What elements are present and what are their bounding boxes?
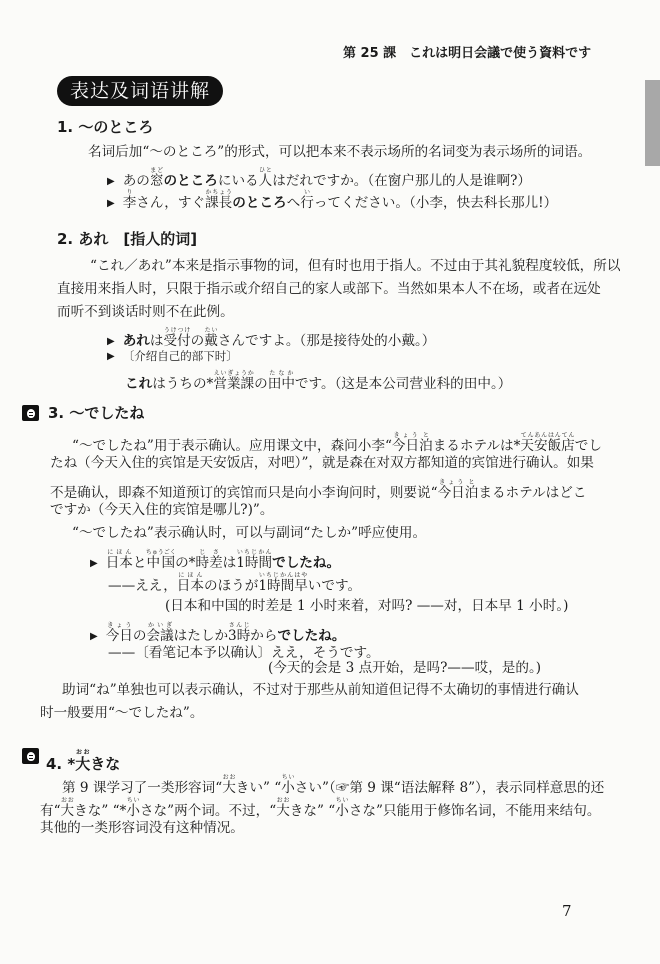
text-segment: 直接用来指人时，只限于指示或介绍自己的家人或部下。当然如果本人不在场，或者在远处 (57, 281, 601, 297)
ruby-word: 大おお (222, 774, 236, 796)
ruby-word: 会議かいぎ (146, 622, 174, 644)
furigana: にほん (105, 549, 133, 556)
ruby-word: 泊と (419, 432, 433, 454)
example-sentence (107, 327, 435, 350)
paragraph-line (72, 432, 602, 454)
heading-3 (48, 405, 144, 421)
text-segment: さな”只能用于修饰名词，不能用来结句。 (348, 803, 601, 819)
text-segment: たね（今天入住的宾馆是天安饭店，对吧）”，就是森在对双方都知道的宾馆进行确认。如果 (50, 455, 594, 471)
furigana: きょう (105, 622, 133, 629)
bold-keyword: のところ (163, 173, 218, 189)
ruby-word: 戴たい (204, 327, 218, 349)
ruby-word: 1時間いちじかん (236, 549, 273, 571)
heading-2 (57, 231, 197, 247)
text-segment: はうちの* (152, 376, 214, 392)
paragraph-line (62, 682, 579, 698)
teacher-face-icon (22, 748, 39, 764)
bold-keyword: でしたね。 (272, 555, 341, 571)
furigana: と (419, 432, 433, 439)
text-segment: まるホテルは* (432, 438, 521, 454)
ruby-word: 時差じさ (195, 549, 223, 571)
section-title-pill: 表达及词语讲解 (57, 76, 223, 106)
ruby-word: 営業課えいぎょうか (213, 370, 255, 392)
text-segment: 3. ～でしたね (48, 404, 145, 422)
paragraph-line (57, 281, 601, 297)
ruby-word: 李り (122, 189, 137, 211)
text-segment: ——〔看笔记本予以确认〕ええ，そうです。 (108, 645, 380, 661)
furigana: さんじ (228, 622, 251, 629)
running-header: 第 25 課 これは明日会議で使う資料です (343, 46, 592, 61)
furigana: にほん (176, 572, 204, 579)
text-segment: きい” “ (235, 780, 282, 796)
text-segment: さな”两个词。不过，“ (139, 803, 277, 819)
furigana: じさ (195, 549, 223, 556)
paragraph-line (50, 455, 594, 471)
ruby-word: 課長かちょう (205, 189, 233, 211)
text-segment: 不是确认，即森不知道预订的宾馆而只是向小李询问时，则要说“ (50, 485, 438, 501)
example-sentence (90, 549, 340, 572)
text-segment: 名词后加“～のところ”的形式，可以把本来不表示场所的名词变为表示场所的词语。 (88, 144, 592, 160)
ruby-word: 行い (300, 189, 314, 211)
text-segment: “～でしたね”表示确认时，可以与副词“たしか”呼应使用。 (72, 525, 427, 541)
text-segment: のほうが (203, 578, 259, 594)
text-segment: さん，すぐ (136, 195, 206, 211)
ruby-word: 日本にほん (176, 572, 204, 594)
text-segment: 其他的一类形容词没有这种情况。 (40, 820, 244, 836)
text-segment: きな (90, 755, 121, 773)
furigana: まど (149, 167, 164, 174)
text-segment: の* (175, 555, 196, 571)
example-sentence (107, 167, 531, 190)
text-segment: “～でしたね”用于表示确认。应用课文中，森问小李“ (72, 438, 392, 454)
heading-1 (57, 119, 153, 135)
ruby-word: 受付うけつけ (163, 327, 191, 349)
ruby-word: 今日きょう (391, 432, 420, 454)
text-segment: (今天的会是 3 点开始，是吗?——哎，是的。) (268, 660, 542, 676)
ruby-word: 1時間早いちじかんはや (258, 572, 308, 594)
text-segment: は (222, 555, 237, 571)
example-translation (165, 598, 568, 614)
ruby-word: 今日きょう (437, 479, 465, 501)
text-segment: 助词“ね”单独也可以表示确认，不过对于那些从前知道但记得不太确切的事情进行确认 (62, 682, 579, 698)
text-segment: “これ／あれ”本来是指示事物的词，但有时也用于指人。不过由于其礼貌程度较低，所以 (90, 258, 621, 274)
furigana: えいぎょうか (213, 370, 255, 377)
bullet-triangle-icon: ▶ (107, 176, 115, 187)
ruby-word: 田中たなか (267, 370, 295, 392)
text-segment: (日本和中国的时差是 1 小时来着，对吗? ——对，日本早 1 小时。) (165, 598, 569, 614)
ruby-word: 大おお (60, 797, 75, 819)
text-segment: 4. * (46, 755, 76, 773)
furigana: たなか (267, 370, 295, 377)
text-segment: はだれですか。（在窗户那儿的人是谁啊?） (272, 173, 532, 189)
bold-keyword: これ (125, 376, 153, 392)
text-segment: さい”（☞第 9 课“语法解释 8”），表示同样意思的还 (294, 780, 605, 796)
furigana: おお (222, 774, 236, 781)
bullet-triangle-icon: ▶ (90, 558, 98, 569)
paragraph-line (50, 502, 273, 518)
page-number: 7 (562, 902, 572, 920)
furigana: うけつけ (163, 327, 191, 334)
text-segment: きな” “ (289, 803, 336, 819)
text-segment: ですか（今天入住的宾馆是哪儿?)”。 (50, 502, 274, 518)
text-segment: の (132, 628, 147, 644)
ruby-word: 3時さんじ (228, 622, 251, 644)
ruby-word: 小ちい (335, 797, 349, 819)
text-segment: ってください。（小李，快去科长那儿!） (313, 195, 558, 211)
text-segment: の (254, 376, 268, 392)
furigana: ひと (258, 167, 273, 174)
text-segment: いです。 (307, 578, 362, 594)
ruby-word: 天安飯店てんあんはんてん (520, 432, 575, 454)
bullet-triangle-icon: ▶ (107, 336, 115, 347)
teacher-face-icon (22, 405, 39, 421)
text-segment: 时一般要用“～でしたね”。 (40, 705, 204, 721)
bold-keyword: あれ (122, 333, 150, 349)
text-segment: はたしか (173, 628, 229, 644)
text-segment: でし (574, 438, 602, 454)
bullet-triangle-icon: ▶ (107, 351, 115, 362)
bold-keyword: でしたね。 (277, 628, 346, 644)
furigana: と (464, 479, 479, 486)
paragraph-line (72, 525, 426, 541)
text-segment: ——ええ， (108, 578, 177, 594)
furigana: ちい (335, 797, 349, 804)
ruby-word: 日本にほん (105, 549, 133, 571)
text-segment: は (149, 333, 164, 349)
text-segment: まるホテルはどこ (478, 485, 587, 501)
paragraph-line (50, 479, 586, 501)
paragraph-line (40, 797, 600, 819)
example-reply (108, 572, 361, 594)
ruby-word: 小ちい (126, 797, 140, 819)
text-segment: あの (122, 173, 150, 189)
text-segment: へ (286, 195, 301, 211)
furigana: たい (204, 327, 218, 334)
furigana: おお (60, 797, 75, 804)
example-sentence (90, 622, 345, 645)
furigana: きょう (391, 432, 420, 439)
paragraph-line (57, 304, 234, 320)
text-segment: 而听不到谈话时则不在此例。 (57, 304, 234, 320)
example-context (107, 348, 238, 365)
text-segment: 〔介绍自己的部下时〕 (122, 349, 238, 363)
furigana: り (122, 189, 137, 196)
ruby-word: 大おお (276, 797, 290, 819)
ruby-word: 人ひと (258, 167, 273, 189)
furigana: おお (75, 749, 91, 756)
ruby-word: 窓まど (149, 167, 164, 189)
text-segment: にいる (217, 173, 259, 189)
gray-thumb-tab (645, 80, 660, 166)
furigana: ちい (281, 774, 295, 781)
text-segment: 1. ～のところ (57, 118, 154, 136)
text-segment: 有“ (40, 803, 61, 819)
text-segment: と (132, 555, 147, 571)
furigana: かちょう (205, 189, 233, 196)
furigana: てんあんはんてん (520, 432, 575, 439)
furigana: い (300, 189, 314, 196)
furigana: いちじかんはや (258, 572, 308, 579)
text-segment: きな” “* (74, 803, 127, 819)
furigana: きょう (437, 479, 465, 486)
text-segment: 2. あれ [指人的词] (57, 230, 198, 248)
furigana: かいぎ (146, 622, 174, 629)
example-sentence (107, 189, 557, 212)
text-segment: さんですよ。（那是接待处的小戴。） (217, 333, 436, 349)
ruby-word: 小ちい (281, 774, 295, 796)
example-reply (108, 645, 380, 661)
bullet-triangle-icon: ▶ (107, 198, 115, 209)
furigana: おお (276, 797, 290, 804)
text-segment: から (250, 628, 278, 644)
furigana: ちい (126, 797, 140, 804)
text-segment: です。（这是本公司营业科的田中。） (294, 376, 512, 392)
heading-4 (46, 749, 120, 772)
bullet-triangle-icon: ▶ (90, 631, 98, 642)
paragraph-line (90, 258, 620, 274)
ruby-word: 大おお (75, 749, 91, 773)
paragraph-line (40, 705, 203, 721)
paragraph-line (40, 820, 244, 836)
bold-keyword: のところ (232, 195, 287, 211)
ruby-word: 中国ちゅうごく (145, 549, 176, 571)
text-segment: の (190, 333, 205, 349)
paragraph-line (88, 144, 591, 160)
text-segment: 第 9 课学习了一类形容词“ (62, 780, 223, 796)
ruby-word: 泊と (464, 479, 479, 501)
furigana: いちじかん (236, 549, 273, 556)
example-translation (268, 660, 541, 676)
furigana: ちゅうごく (145, 549, 176, 556)
ruby-word: 今日きょう (105, 622, 133, 644)
example-sentence (125, 370, 511, 392)
paragraph-line (62, 774, 604, 796)
